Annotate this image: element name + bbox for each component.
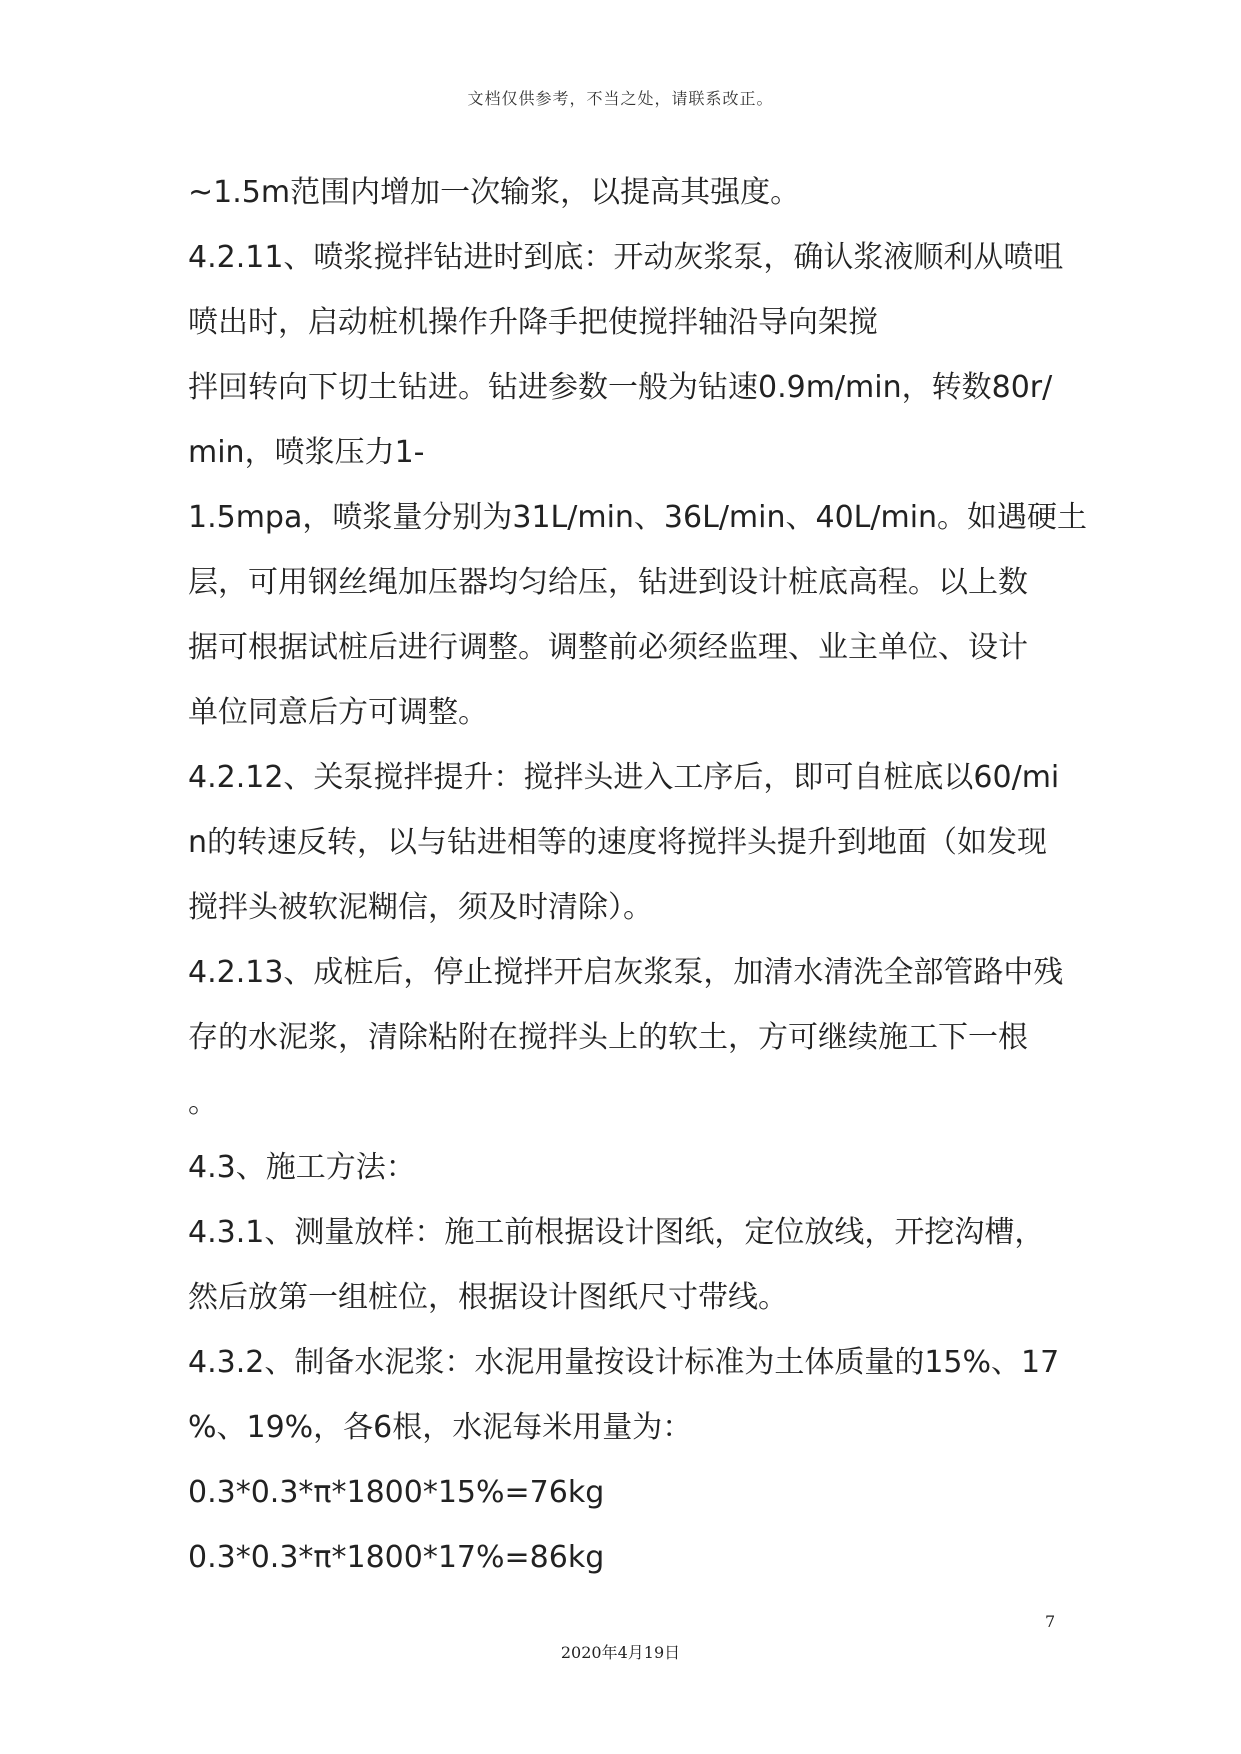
text-line: 。 (188, 1085, 218, 1120)
text-line: 然后放第一组桩位，根据设计图纸尺寸带线。 (188, 1280, 788, 1315)
text-line: 单位同意后方可调整。 (188, 695, 488, 730)
text-line: 4.2.13、成桩后，停止搅拌开启灰浆泵，加清水清洗全部管路中残 (188, 955, 1064, 990)
text-line: ~1.5m范围内增加一次输浆，以提高其强度。 (188, 175, 801, 210)
text-line: 存的水泥浆，清除粘附在搅拌头上的软土，方可继续施工下一根 (188, 1020, 1028, 1055)
text-line: min，喷浆压力1- (188, 435, 425, 470)
text-line: 4.3.2、制备水泥浆：水泥用量按设计标准为土体质量的15%、17 (188, 1345, 1060, 1380)
text-line: 4.2.12、关泵搅拌提升：搅拌头进入工序后，即可自桩底以60/mi (188, 760, 1060, 795)
page-number: 7 (1045, 1612, 1056, 1631)
text-line: 据可根据试桩后进行调整。调整前必须经监理、业主单位、设计 (188, 630, 1028, 665)
document-body (188, 160, 1088, 1590)
text-line: 4.3.1、测量放样：施工前根据设计图纸，定位放线，开挖沟槽， (188, 1215, 1045, 1250)
text-line: n的转速反转，以与钻进相等的速度将搅拌头提升到地面（如发现 (188, 825, 1048, 860)
text-line: 层，可用钢丝绳加压器均匀给压，钻进到设计桩底高程。以上数 (188, 565, 1028, 600)
footer-date: 2020年4月19日 (560, 1643, 681, 1662)
text-line: 1.5mpa，喷浆量分别为31L/min、36L/min、40L/min。如遇硬土 (188, 500, 1088, 535)
text-line: 搅拌头被软泥糊信，须及时清除）。 (188, 890, 653, 925)
text-line: 喷出时，启动桩机操作升降手把使搅拌轴沿导向架搅 (188, 305, 878, 340)
text-line: 0.3*0.3*π*1800*15%=76kg (188, 1475, 605, 1510)
page-header-note: 文档仅供参考，不当之处，请联系改正。 (467, 89, 774, 108)
text-line: %、19%，各6根，水泥每米用量为： (188, 1410, 693, 1445)
text-line: 拌回转向下切土钻进。钻进参数一般为钻速0.9m/min，转数80r/ (188, 370, 1053, 405)
text-line: 4.3、施工方法： (188, 1150, 416, 1185)
text-line: 4.2.11、喷浆搅拌钻进时到底：开动灰浆泵，确认浆液顺利从喷咀 (188, 240, 1064, 275)
text-line: 0.3*0.3*π*1800*17%=86kg (188, 1540, 605, 1575)
